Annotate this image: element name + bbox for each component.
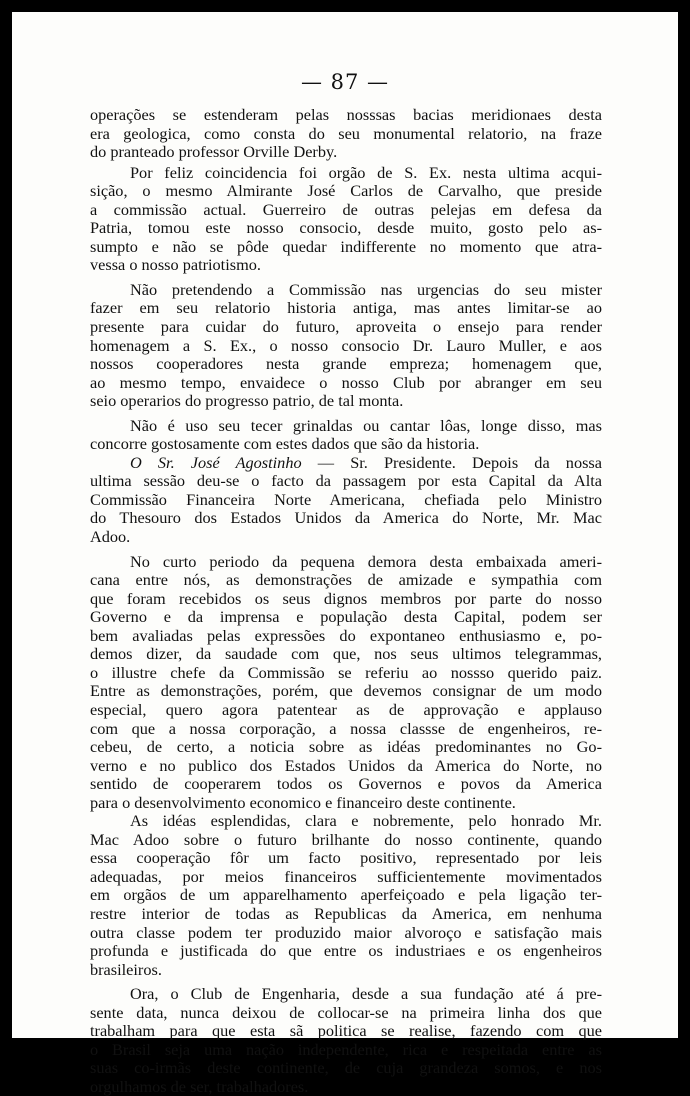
text-line: Adoo. [90, 527, 131, 547]
paragraph-7 [90, 812, 602, 979]
speaker-name: O Sr. José Agostinho [130, 452, 302, 472]
paragraph-5 [90, 454, 602, 547]
text-line: essa cooperação fôr um facto positivo, representado por leis [90, 848, 602, 868]
text-line: demos dizer, da saudade com que, nos seus ultimos telegrammas, [90, 644, 602, 664]
text-line: orgulhamos de ser, trabalhadores. [90, 1076, 309, 1096]
paragraph-2 [90, 164, 602, 275]
text-line: nossos cooperadores nesta grande empreza; homenagem que, [90, 354, 602, 374]
text-line: trabalham para que esta sã politica se realise, fazendo com que [90, 1021, 602, 1041]
text-line: Não é uso seu tecer grinaldas ou cantar lôas, longe disso, mas [130, 415, 602, 435]
text-line: sumpto e não se pôde quedar indifferente no momento que atra- [90, 236, 602, 256]
text-line: No curto periodo da pequena demora desta embaixada ameri- [130, 551, 602, 571]
text-line: a commissão actual. Guerreiro de outras pelejas em defesa da [90, 199, 602, 219]
text-line: sente data, nunca deixou de collocar-se na primeira linha dos que [90, 1002, 602, 1022]
text-line: fazer em seu relatorio historia antiga, mas antes limitar-se ao [90, 298, 602, 318]
text-line: concorre gostosamente com estes dados que são da historia. [90, 434, 480, 454]
text-line: com que a nossa corporação, a nossa classse de engenheiros, re- [90, 718, 602, 738]
text-line: Governo e da imprensa e população desta Capital, podem ser [90, 607, 602, 627]
paragraph-1 [90, 106, 602, 162]
text-line: Mac Adoo sobre o futuro brilhante do nosso continente, quando [90, 829, 602, 849]
text-line: ultima sessão deu-se o facto da passagem por esta Capital da Alta [90, 471, 602, 491]
text-line: suas co-irmãs deste continente, de cuja grandeza somos, e nos [90, 1058, 602, 1078]
text-line: Patria, tomou este nosso consocio, desde muito, gosto pelo as- [90, 218, 602, 238]
text-line: As idéas esplendidas, clara e nobremente, pelo honrado Mr. [130, 811, 602, 831]
text-line: para o desenvolvimento economico e financeiro deste continente. [90, 792, 516, 812]
text-line: em orgãos de um apparelhamento aperfeiçoado e pela ligação ter- [90, 885, 602, 905]
text-line: operações se estenderam pelas nosssas bacias meridionaes desta [90, 105, 602, 124]
text-line: adequadas, por meios financeiros sufficientemente movimentados [90, 866, 602, 886]
text-line: cebeu, de certo, a noticia sobre as idéas predominantes no Go- [90, 737, 602, 757]
text-line: Não pretendendo a Commissão nas urgencias do seu mister [130, 279, 602, 299]
text-line: Ora, o Club de Engenharia, desde a sua fundação até á pre- [130, 984, 602, 1004]
text-line: era geologica, como consta do seu monumental relatorio, na fraze [90, 123, 602, 143]
text-line: que foram recebidos os seus dignos membros por parte do nosso [90, 588, 602, 608]
text-line: ao mesmo tempo, envaidece o nosso Club por abranger em seu [90, 372, 602, 392]
text-line: Por feliz coincidencia foi orgão de S. Ex. nesta ultima acqui- [130, 162, 602, 182]
paragraph-4 [90, 417, 602, 454]
page-number: — 87 — [300, 70, 390, 94]
body-text [90, 106, 602, 1096]
text-line: do Thesouro dos Estados Unidos da America do Norte, Mr. Mac [90, 508, 602, 528]
text-line: homenagem a S. Ex., o nosso consocio Dr. Lauro Muller, e aos [90, 335, 602, 355]
text-line [90, 454, 602, 473]
paragraph-6 [90, 553, 602, 813]
text-line: Entre as demonstrações, porém, que devemos consignar de um modo [90, 681, 602, 701]
paragraph-3 [90, 281, 602, 411]
text-line: vessa o nosso patriotismo. [90, 255, 261, 275]
text-line: bem avaliadas pelas expressões do expontaneo enthusiasmo e, po- [90, 625, 602, 645]
speaker-line-text: — Sr. Presidente. Depois da nossa [317, 452, 602, 472]
document-page [12, 12, 678, 1096]
paragraph-8 [90, 985, 602, 1096]
text-line: Commissão Financeira Norte Americana, chefiada pelo Ministro [90, 489, 602, 509]
text-line: sentido de cooperarem todos os Governos e povos da America [90, 774, 602, 794]
text-line: seio operarios do progresso patrio, de tal monta. [90, 391, 404, 411]
text-line: especial, quero agora patentear as de approvação e applauso [90, 699, 602, 719]
text-line: outra classe podem ter produzido maior alvoroço e satisfação mais [90, 922, 602, 942]
text-line: do pranteado professor Orville Derby. [90, 142, 338, 162]
text-line: verno e no publico dos Estados Unidos da America do Norte, no [90, 755, 602, 775]
text-line: o Brasil seja uma nação independente, rica e respeitada entre as [90, 1039, 602, 1059]
text-line: sição, o mesmo Almirante José Carlos de Carvalho, que preside [90, 181, 602, 201]
text-line: brasileiros. [90, 959, 162, 979]
text-line: cana entre nós, as demonstrações de amizade e sympathia com [90, 570, 602, 590]
text-line: presente para cuidar do futuro, aproveita o ensejo para render [90, 317, 602, 337]
text-line: profunda e justificada do que entre os industriaes e os engenheiros [90, 941, 602, 961]
text-line: o illustre chefe da Commissão se referiu ao nossso querido paiz. [90, 662, 602, 682]
text-line: restre interior de todas as Republicas da America, em nenhuma [90, 903, 602, 923]
